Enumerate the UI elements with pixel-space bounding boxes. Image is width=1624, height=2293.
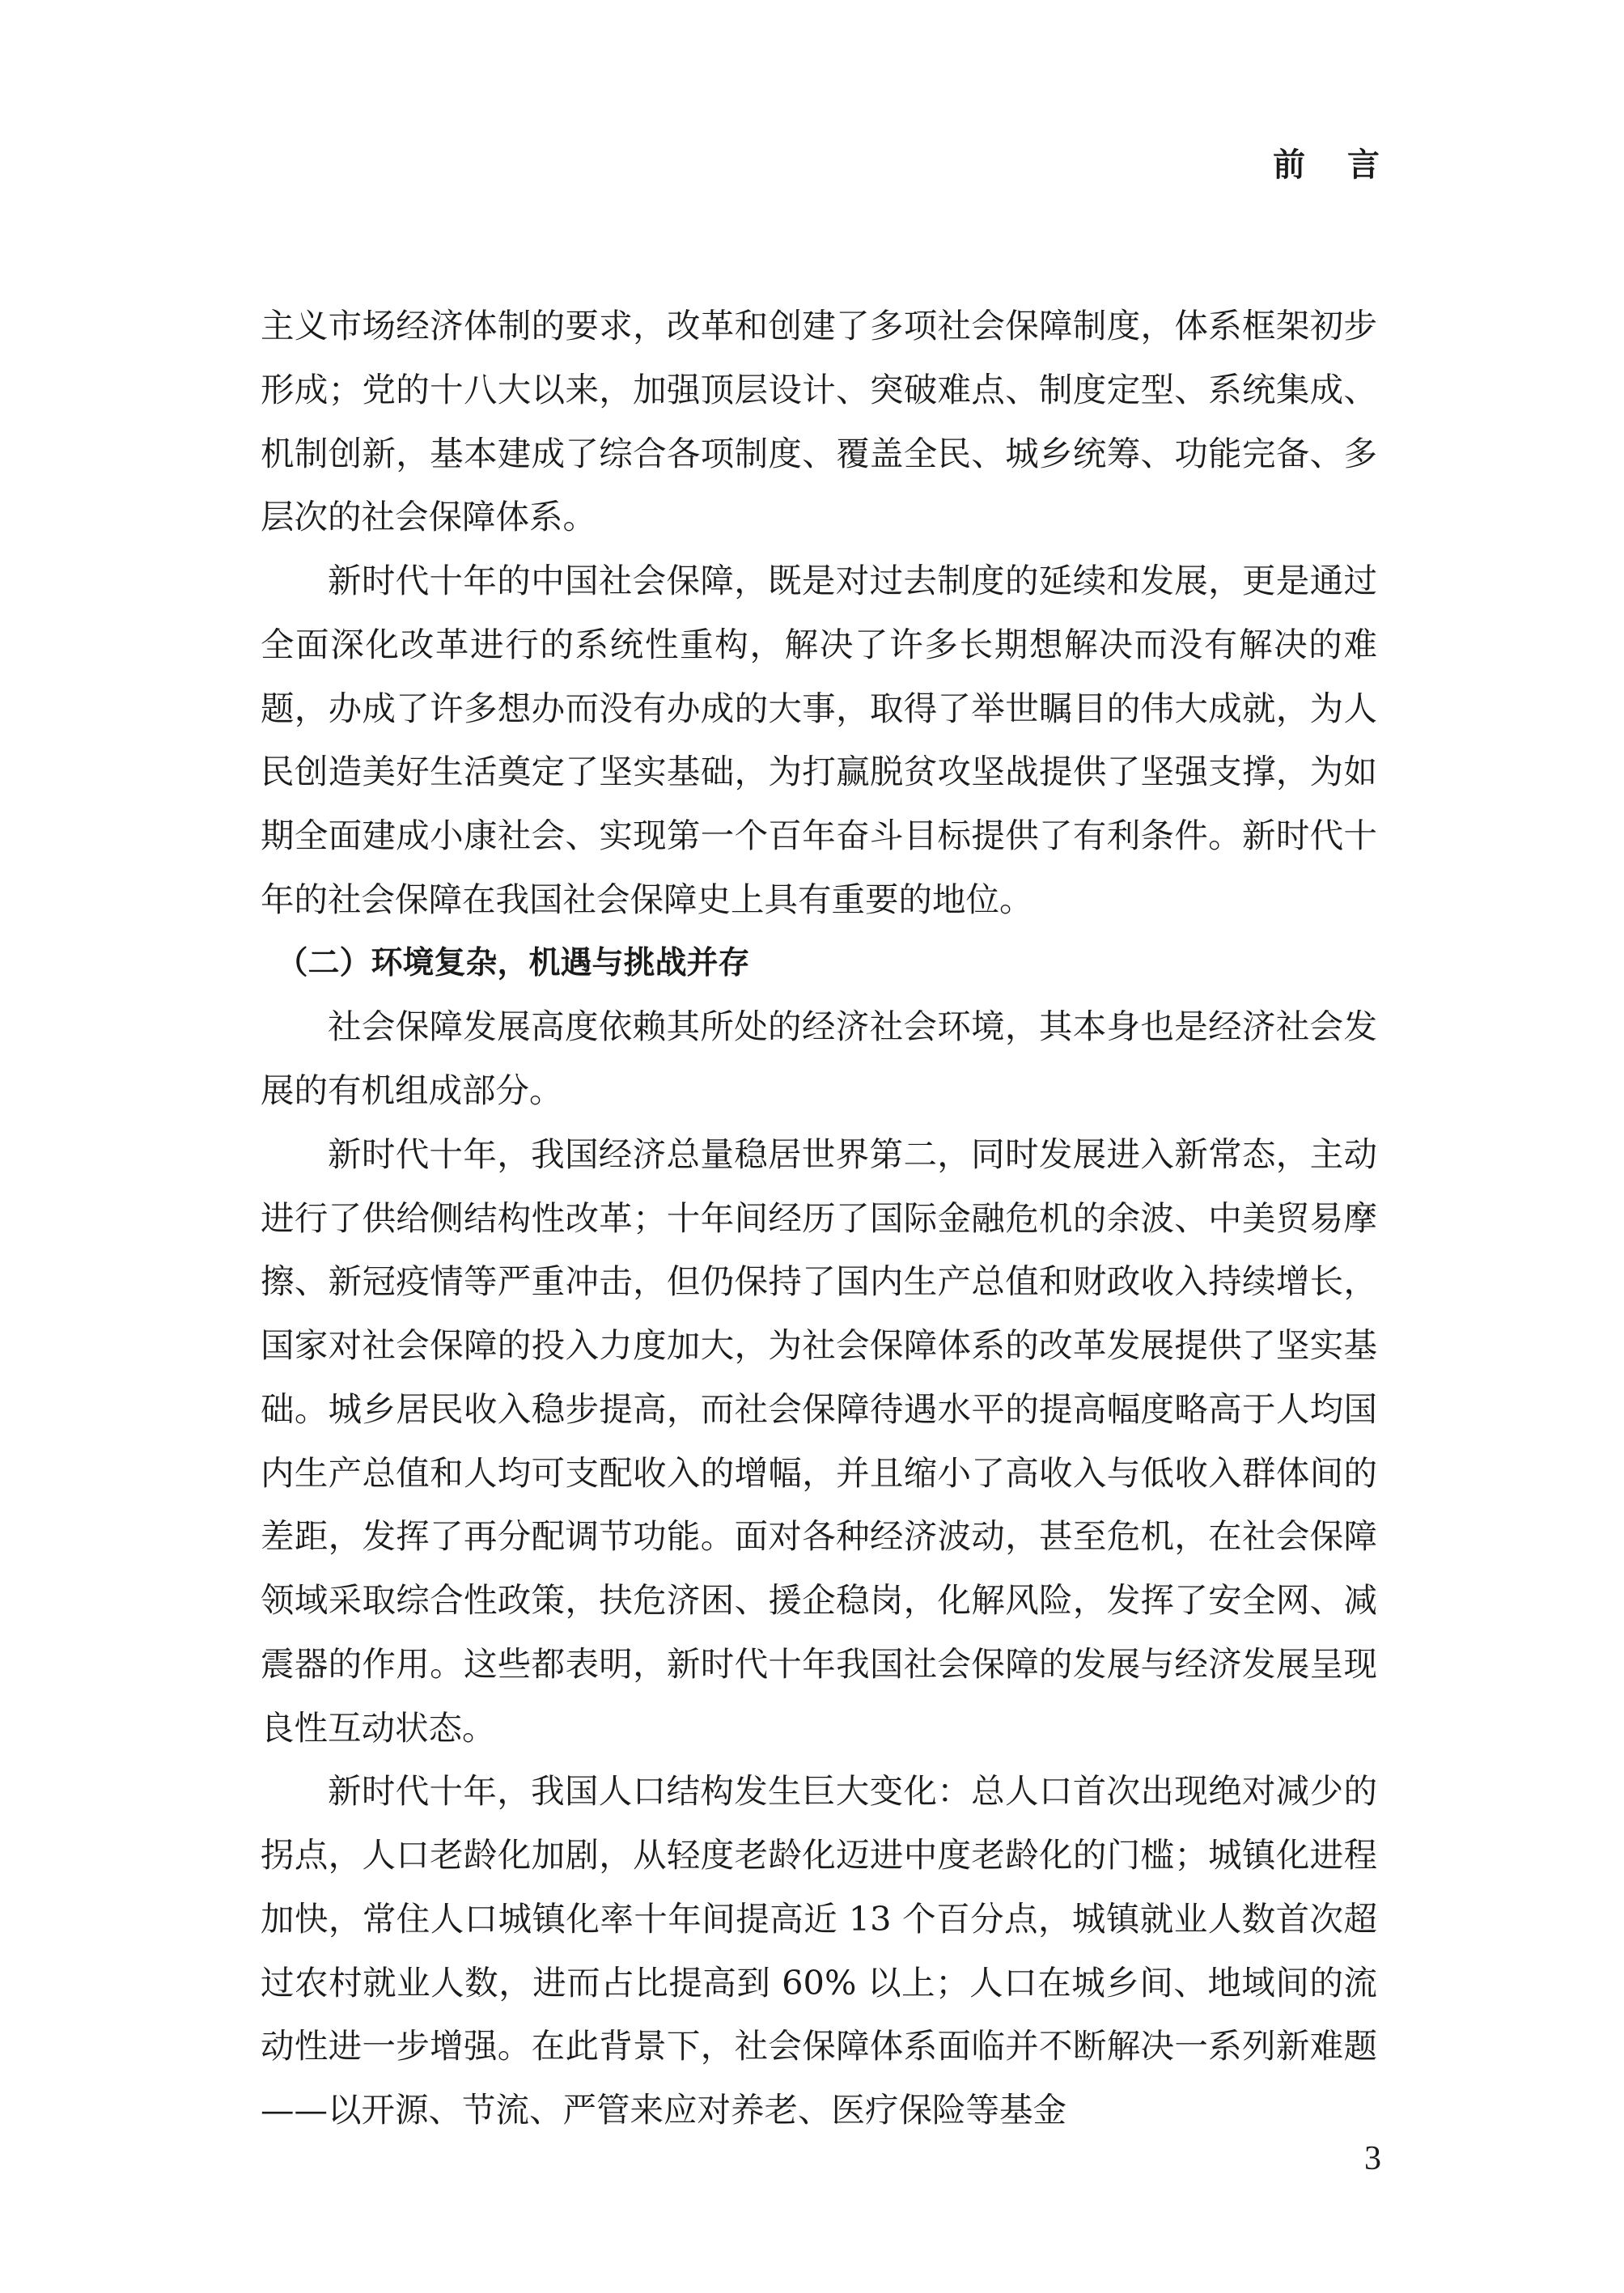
- body-text: [261, 295, 1377, 2143]
- paragraph: 新时代十年的中国社会保障，既是对过去制度的延续和发展，更是通过全面深化改革进行的系统性重构，解决了许多长期想解决而没有解决的难题，办成了许多想办而没有办成的大事，取得了举世瞩目的伟大成就，为人民创造美好生活奠定了坚实基础，为打赢脱贫攻坚战提供了坚强支撑，为如期全面建成小康社会、实现第一个百年奋斗目标提供了有利条件。新时代十年的社会保障在我国社会保障史上具有重要的地位。: [261, 561, 1377, 919]
- paragraph: 新时代十年，我国经济总量稳居世界第二，同时发展进入新常态，主动进行了供给侧结构性改革；十年间经历了国际金融危机的余波、中美贸易摩擦、新冠疫情等严重冲击，但仍保持了国内生产总值和财政收入持续增长，国家对社会保障的投入力度加大，为社会保障体系的改革发展提供了坚实基础。城乡居民收入稳步提高，而社会保障待遇水平的提高幅度略高于人均国内生产总值和人均可支配收入的增幅，并且缩小了高收入与低收入群体间的差距，发挥了再分配调节功能。面对各种经济波动，甚至危机，在社会保障领域采取综合性政策，扶危济困、援企稳岗，化解风险，发挥了安全网、减震器的作用。这些都表明，新时代十年我国社会保障的发展与经济发展呈现良性互动状态。: [261, 1134, 1377, 1748]
- page-number: 3: [1364, 2140, 1381, 2177]
- section-heading: （二）环境复杂，机遇与挑战并存: [276, 944, 750, 981]
- running-head-title: 前 言: [1273, 146, 1380, 184]
- paragraph: 社会保障发展高度依赖其所处的经济社会环境，其本身也是经济社会发展的有机组成部分。: [261, 1007, 1377, 1110]
- paragraph: 新时代十年，我国人口结构发生巨大变化：总人口首次出现绝对减少的拐点，人口老龄化加剧，从轻度老龄化迈进中度老龄化的门槛；城镇化进程加快，常住人口城镇化率十年间提高近 13 个百分点，城镇就业人数首次超过农村就业人数，进而占比提高到 60% 以上；人口在城乡间、地域间的流动性进一步增强。在此背景下，社会保障体系面临并不断解决一系列新难题——以开源、节流、严管来应对养老、医疗保险等基金: [261, 1771, 1377, 2130]
- paragraph-continuation: 主义市场经济体制的要求，改革和创建了多项社会保障制度，体系框架初步形成；党的十八大以来，加强顶层设计、突破难点、制度定型、系统集成、机制创新，基本建成了综合各项制度、覆盖全民、城乡统筹、功能完备、多层次的社会保障体系。: [261, 306, 1377, 537]
